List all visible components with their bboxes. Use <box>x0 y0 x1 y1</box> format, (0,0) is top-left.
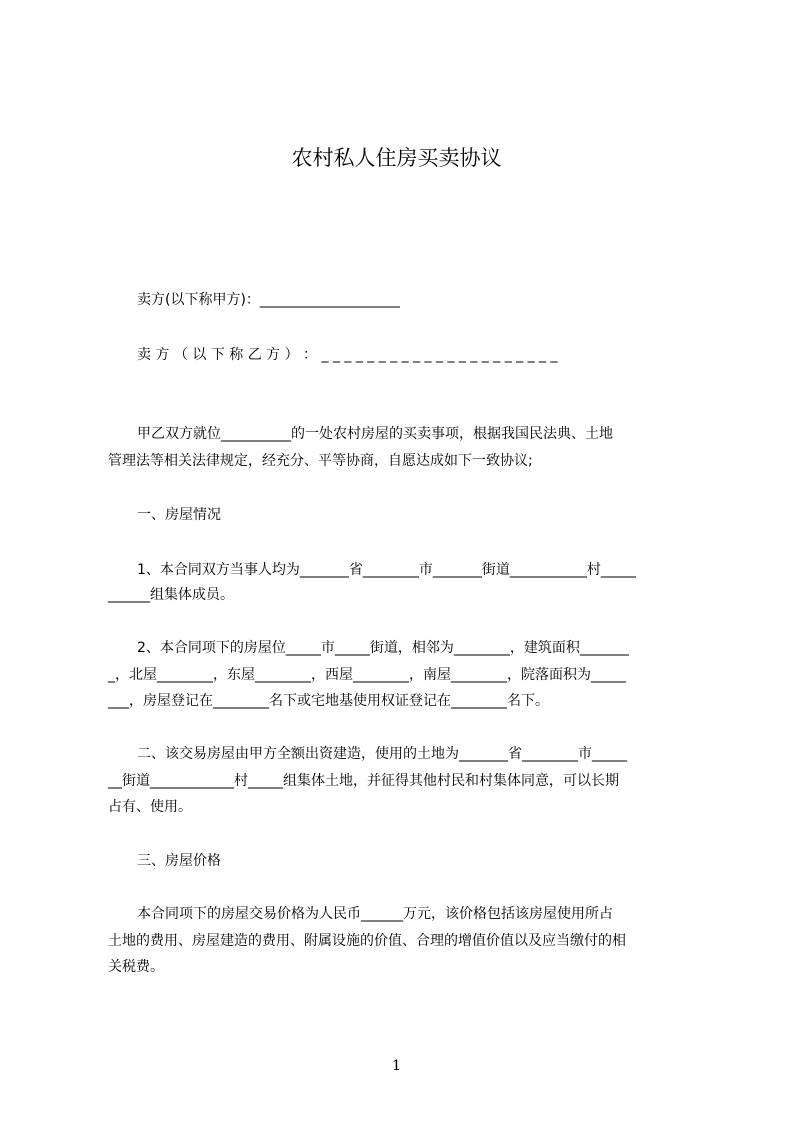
section1-item1-line-2: ______组集体成员。 <box>108 587 234 603</box>
page-number: 1 <box>392 1058 401 1074</box>
seller-line: 卖方(以下称甲方)：____________________ <box>137 292 400 308</box>
intro-line-2: 管理法等相关法律规定，经充分、平等协商，自愿达成如下一致协议; <box>108 453 533 469</box>
section2-line-1: 二、该交易房屋由甲方全额出资建造，使用的土地为_______省________市_____ <box>137 746 627 762</box>
section3-line-3: 关税费。 <box>108 959 164 975</box>
section1-item2-line-3: ___，房屋登记在________名下或宅地基使用权证登记在________名下。 <box>108 693 549 709</box>
section1-item2-line-2: _，北屋________，东屋________，西屋________，南屋________，院落面积为_____ <box>108 667 626 683</box>
buyer-line: 卖 方 （ 以 下 称 乙 方 ） ： _ _ _ _ _ _ _ _ _ _ _ _ _ _ _ _ _ _ _ _ _ <box>137 347 558 363</box>
section2-line-3: 占有、使用。 <box>108 799 192 815</box>
section1-item1-line-1: 1、本合同双方当事人均为_______省________市_______街道___________村_____ <box>137 562 636 578</box>
section1-item2-line-1: 2、本合同项下的房屋位_____市_____街道，相邻为________，建筑面积_______ <box>137 640 629 656</box>
section3-line-2: 土地的费用、房屋建造的费用、附属设施的价值、合理的增值价值以及应当缴付的相 <box>108 933 626 949</box>
document-title: 农村私人住房买卖协议 <box>291 146 502 170</box>
section1-heading: 一、房屋情况 <box>137 507 221 523</box>
section3-heading: 三、房屋价格 <box>137 853 221 869</box>
intro-line-1: 甲乙双方就位__________的一处农村房屋的买卖事项，根据我国民法典、土地 <box>137 426 613 442</box>
section2-line-2: __街道____________村_____组集体土地，并征得其他村民和村集体同意，可以长期 <box>108 773 619 789</box>
section3-line-1: 本合同项下的房屋交易价格为人民币______万元，该价格包括该房屋使用所占 <box>137 906 613 922</box>
